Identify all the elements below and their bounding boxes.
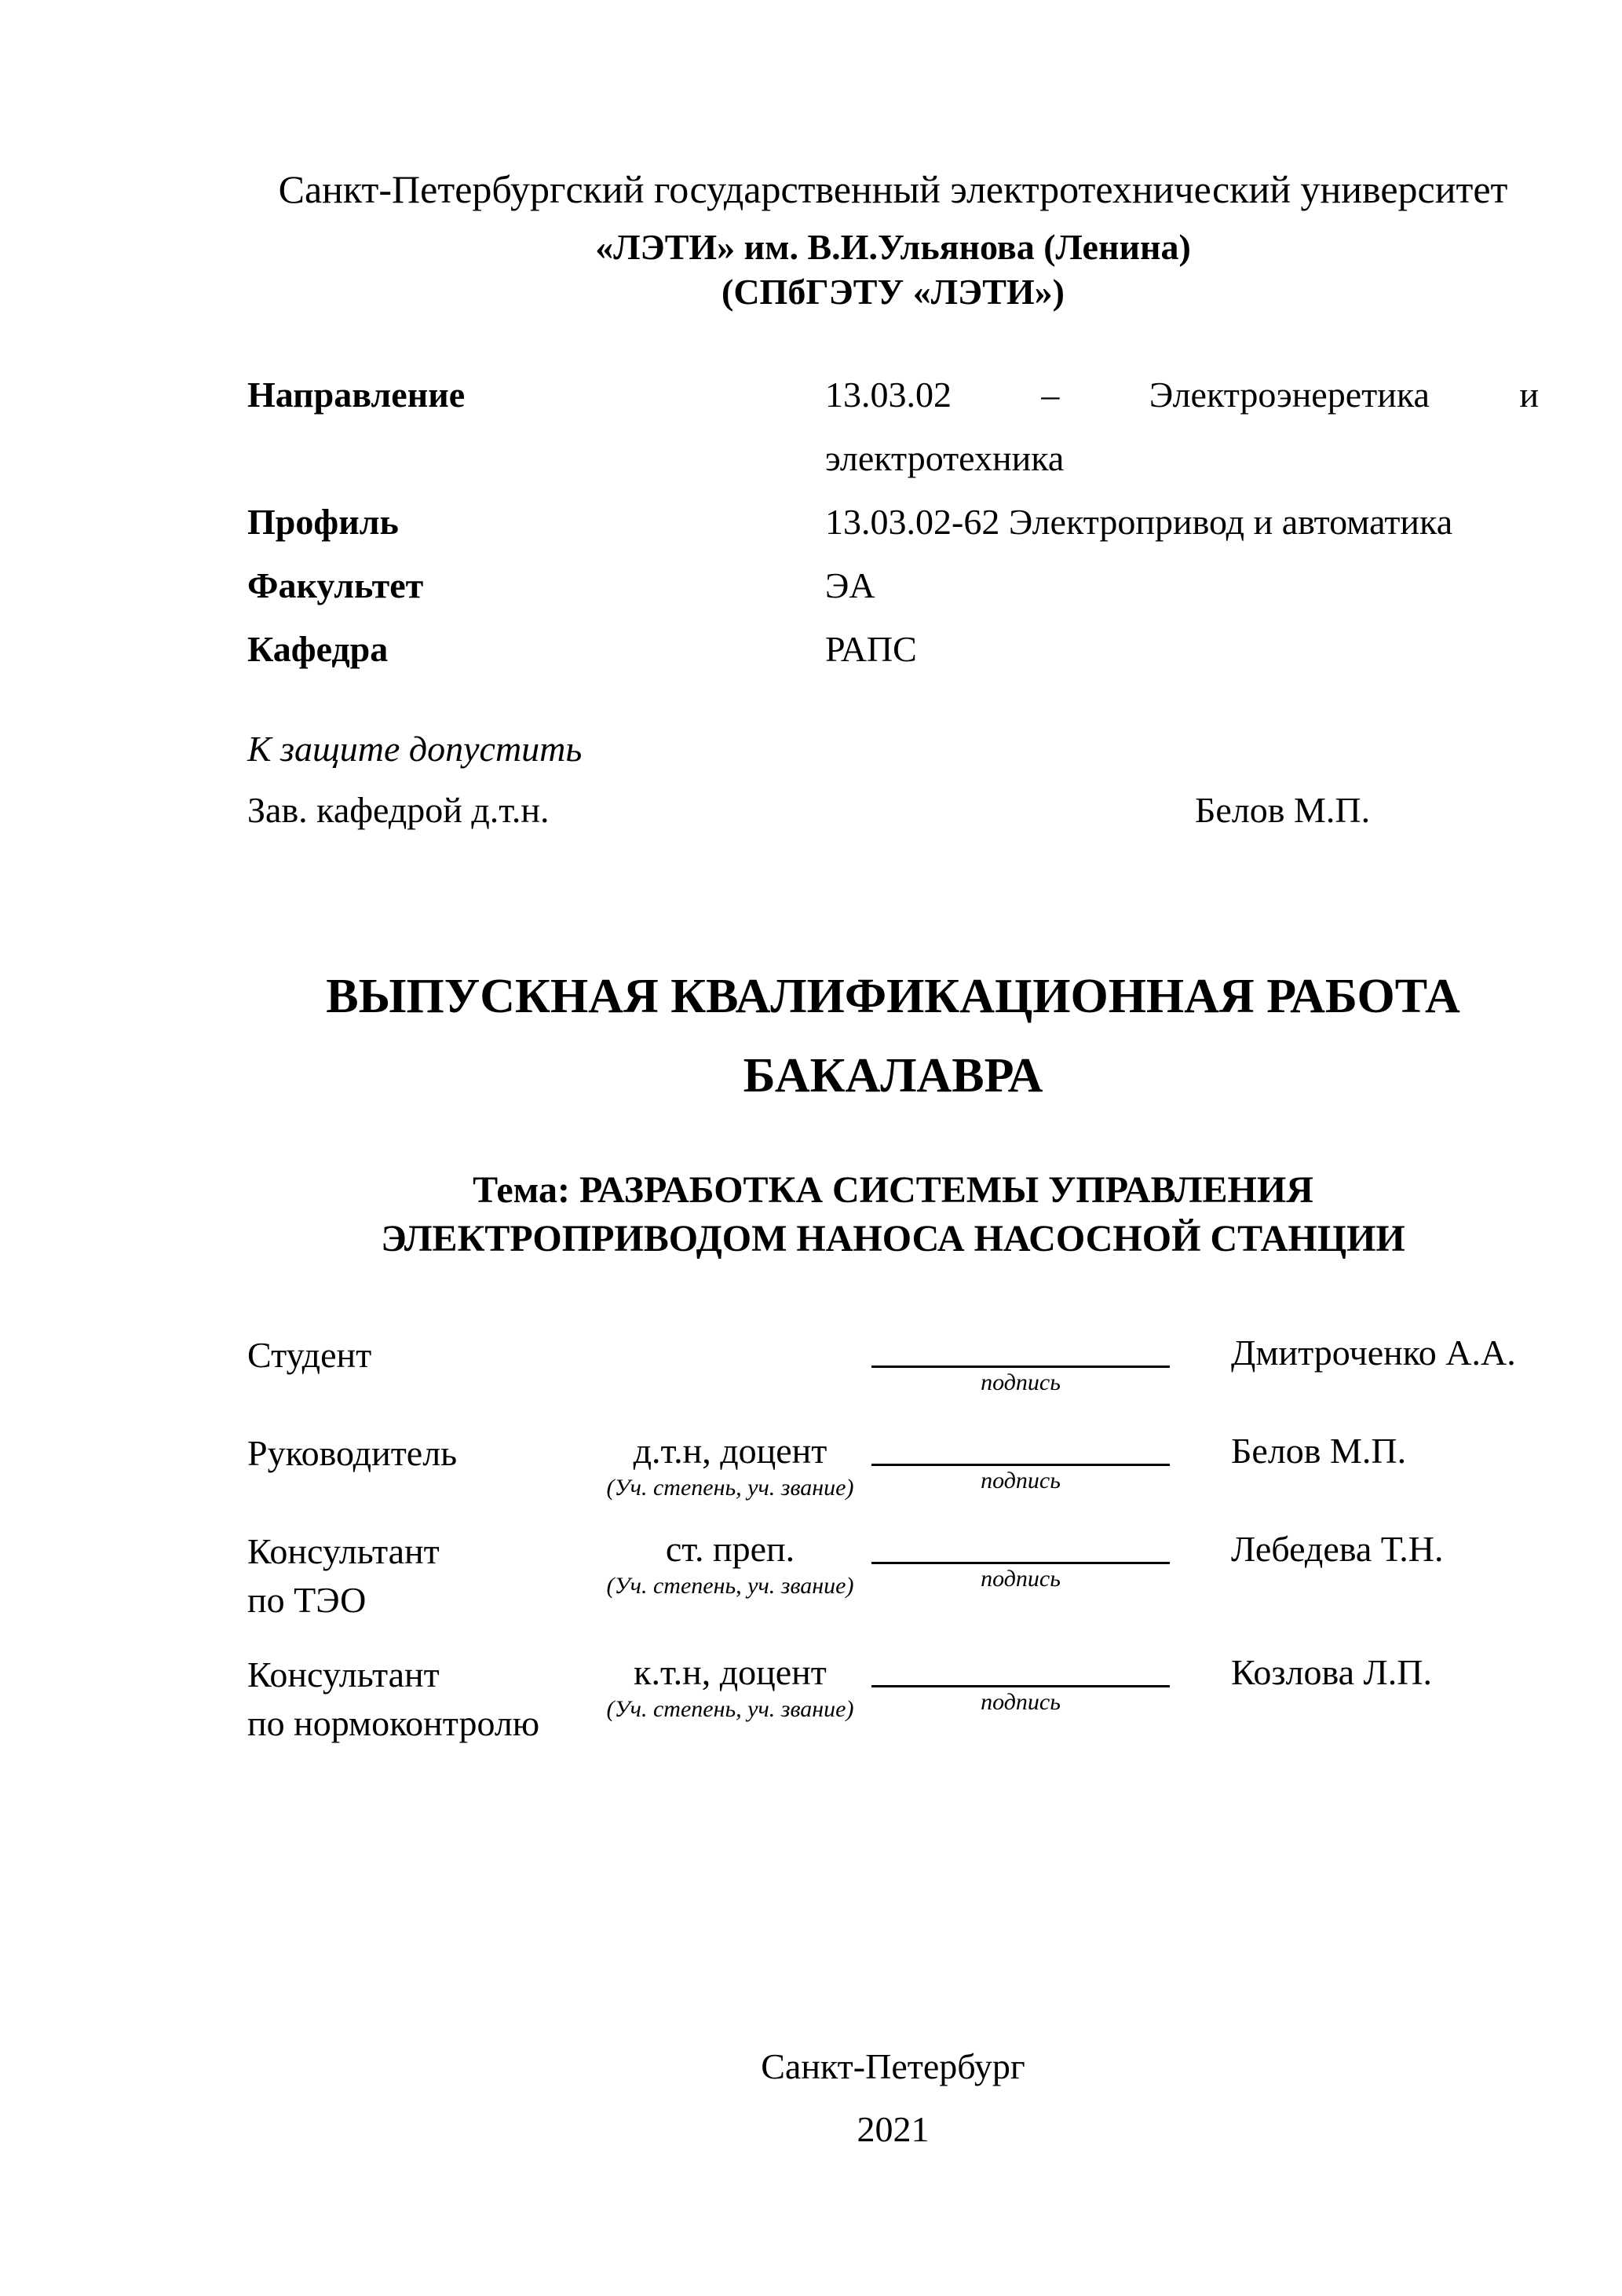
- faculty-label: Факультет: [247, 565, 424, 605]
- consultant-teo-degree-cell: [605, 1527, 856, 1600]
- student-sign-caption: подпись: [981, 1369, 1061, 1395]
- consultant-norm-sign-cell: [856, 1651, 1185, 1716]
- direction-value-line2: электротехника: [825, 438, 1065, 478]
- work-theme: [247, 1166, 1539, 1263]
- role-consultant-teo: [247, 1527, 605, 1625]
- consultant-norm-signature-line: [871, 1685, 1170, 1687]
- consultant-norm-sign-caption: подпись: [981, 1689, 1061, 1715]
- consultant-norm-name: Козлова Л.П.: [1231, 1652, 1432, 1692]
- supervisor-sign-cell: [856, 1429, 1185, 1494]
- supervisor-degree-caption: (Уч. степень, уч. звание): [606, 1475, 854, 1501]
- direction-label: Направление: [247, 375, 466, 415]
- head-of-department-name: Белов М.П.: [1195, 790, 1371, 830]
- info-row-direction: [247, 363, 1539, 490]
- department-label: Кафедра: [247, 629, 389, 669]
- role-supervisor: [247, 1429, 605, 1478]
- info-row-faculty: [247, 554, 1539, 617]
- department-value: РАПС: [825, 629, 917, 669]
- consultant-teo-name: Лебедева Т.Н.: [1231, 1529, 1444, 1569]
- signature-row-supervisor: [247, 1429, 1539, 1501]
- direction-value-line1: [825, 363, 1539, 426]
- program-info: [247, 363, 1539, 681]
- admission-phrase: К защите допустить: [247, 729, 583, 769]
- university-name: Санкт-Петербургский государственный электротехнический университет: [278, 167, 1508, 211]
- work-title-line1: ВЫПУСКНАЯ КВАЛИФИКАЦИОННАЯ РАБОТА: [326, 970, 1460, 1023]
- signature-table: [247, 1331, 1539, 1748]
- supervisor-sign-caption: подпись: [981, 1468, 1061, 1493]
- signature-row-student: [247, 1331, 1539, 1403]
- admission-head-row: [247, 788, 1539, 833]
- consultant-norm-degree: к.т.н, доцент: [634, 1652, 827, 1692]
- profile-value: 13.03.02-62 Электропривод и автоматика: [825, 502, 1453, 542]
- consultant-teo-sign-cell: [856, 1527, 1185, 1592]
- supervisor-degree: д.т.н, доцент: [633, 1431, 827, 1471]
- profile-label: Профиль: [247, 502, 399, 542]
- info-row-profile: [247, 490, 1539, 554]
- role-student: [247, 1331, 605, 1380]
- work-title: [247, 957, 1539, 1116]
- role-consultant-norm-sublabel: по нормоконтролю: [247, 1703, 540, 1743]
- consultant-teo-sign-caption: подпись: [981, 1566, 1061, 1592]
- direction-value: [825, 363, 1539, 490]
- student-sign-cell: [856, 1331, 1185, 1396]
- student-name: Дмитроченко А.А.: [1231, 1333, 1516, 1373]
- consultant-teo-degree: ст. преп.: [665, 1529, 795, 1569]
- student-signature-line: [871, 1366, 1170, 1368]
- role-consultant-norm-label: Консультант: [247, 1654, 440, 1695]
- direction-word1: Электроэнеретика: [1149, 375, 1430, 415]
- consultant-teo-signature-line: [871, 1562, 1170, 1564]
- role-supervisor-label: Руководитель: [247, 1433, 458, 1473]
- work-theme-line1: Тема: РАЗРАБОТКА СИСТЕМЫ УПРАВЛЕНИЯ: [473, 1169, 1313, 1211]
- university-subtitle: [247, 225, 1539, 314]
- university-leti-line: «ЛЭТИ» им. В.И.Ульянова (Ленина): [595, 227, 1191, 267]
- faculty-value: ЭА: [825, 565, 875, 605]
- footer-city: Санкт-Петербург: [761, 2046, 1025, 2086]
- signature-row-consultant-teo: [247, 1527, 1539, 1625]
- info-row-department: [247, 617, 1539, 681]
- role-consultant-norm: [247, 1651, 605, 1748]
- supervisor-name: Белов М.П.: [1231, 1431, 1407, 1471]
- footer: [247, 2045, 1539, 2151]
- work-theme-line2: ЭЛЕКТРОПРИВОДОМ НАНОСА НАСОСНОЙ СТАНЦИИ: [381, 1218, 1405, 1260]
- work-title-line2: БАКАЛАВРА: [743, 1049, 1043, 1102]
- role-student-label: Студент: [247, 1335, 372, 1375]
- footer-year: 2021: [857, 2109, 930, 2149]
- head-of-department-label: Зав. кафедрой д.т.н.: [247, 790, 550, 830]
- supervisor-signature-line: [871, 1464, 1170, 1466]
- admission-block: [247, 726, 1539, 833]
- signature-row-consultant-norm: [247, 1651, 1539, 1748]
- role-consultant-teo-label: Консультант: [247, 1531, 440, 1571]
- role-consultant-teo-sublabel: по ТЭО: [247, 1580, 367, 1620]
- direction-dash: –: [1041, 375, 1060, 415]
- direction-code: 13.03.02: [825, 375, 952, 415]
- consultant-norm-degree-caption: (Уч. степень, уч. звание): [606, 1696, 854, 1722]
- supervisor-degree-cell: [605, 1429, 856, 1501]
- university-abbr-line: (СПбГЭТУ «ЛЭТИ»): [721, 272, 1065, 312]
- direction-word2: и: [1519, 375, 1539, 415]
- consultant-teo-degree-caption: (Уч. степень, уч. звание): [606, 1573, 854, 1599]
- consultant-norm-degree-cell: [605, 1651, 856, 1723]
